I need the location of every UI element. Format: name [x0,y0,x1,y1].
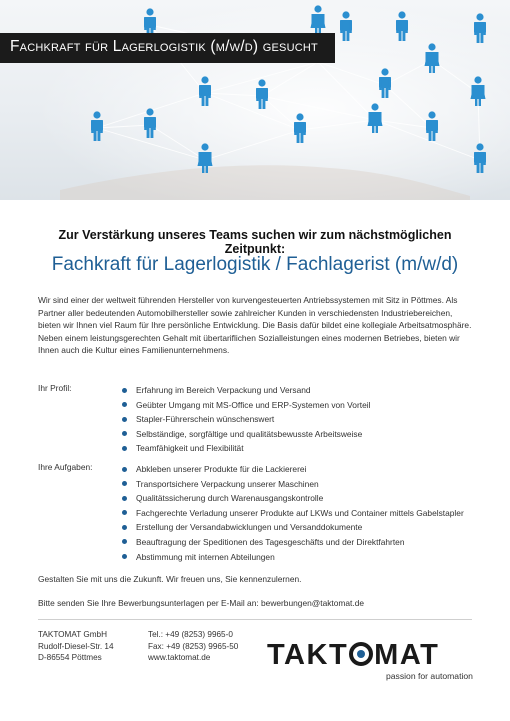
people-network-icon [0,0,510,200]
list-item: Selbständige, sorgfältige und qualitätsbewusste Arbeitsweise [122,427,370,442]
bullet-icon [122,539,127,544]
bullet-icon [122,417,127,422]
bullet-icon [122,467,127,472]
footer-contact [148,629,238,664]
bullet-icon [122,525,127,530]
bullet-icon [122,496,127,501]
taktomat-logo: TAKT MAT passion for automation [267,639,473,681]
bullet-icon [122,510,127,515]
list-item: Qualitätssicherung durch Warenausgangskontrolle [122,491,464,506]
bullet-icon [122,402,127,407]
intro-paragraph: Wir sind einer der weltweit führenden Hersteller von kurvengesteuerten Antriebssystemen mit Sitz in Pöttmes. Als Partner aller bedeutenden Automobilhersteller sowie zahlreicher Kunden in verschiedensten Industriebereichen, bieten wir Ihnen viel Raum für Ihre persönliche Entwicklung. Die Basis dafür bildet eine kollegiale Arbeitsatmosphäre. Neben einem leistungsgerechten Gehalt mit übertariflichen Sozialleistungen eines modernen Betriebes, bieten wir Ihnen auch die Kultur eines Familienunternehmens. [38,295,472,356]
posting-subhead: Zur Verstärkung unseres Teams suchen wir zum nächstmöglichen Zeitpunkt: [58,228,452,256]
list-item: Erfahrung im Bereich Verpackung und Versand [122,383,370,398]
list-item: Erstellung der Versandabwicklungen und Versanddokumente [122,520,464,535]
profile-label: Ihr Profil: [38,383,72,393]
list-item: Stapler-Führerschein wünschenswert [122,412,370,427]
city-address: D-86554 Pöttmes [38,653,102,663]
tasks-list [122,462,464,564]
fax-number: Fax: +49 (8253) 9965-50 [148,641,239,651]
list-item: Transportsichere Verpackung unserer Maschinen [122,477,464,492]
list-item: Abkleben unserer Produkte für die Lackiererei [122,462,464,477]
bullet-icon [122,446,127,451]
bullet-icon [122,388,127,393]
bullet-icon [122,431,127,436]
list-item: Abstimmung mit internen Abteilungen [122,550,464,565]
footer-address [38,629,114,664]
application-line: Bitte senden Sie Ihre Bewerbungsunterlagen per E-Mail an: bewerbungen@taktomat.de [38,598,365,608]
list-item: Beauftragung der Speditionen des Tagesgeschäfts und der Direktfahrten [122,535,464,550]
street-address: Rudolf-Diesel-Str. 14 [38,641,114,651]
list-item: Fachgerechte Verladung unserer Produkte auf LKWs und Container mittels Gabelstapler [122,506,464,521]
bullet-icon [122,554,127,559]
list-item: Geübter Umgang mit MS-Office und ERP-Systemen von Vorteil [122,398,370,413]
logo-tagline: passion for automation [386,671,473,681]
logo-o-icon [349,642,373,666]
closing-line: Gestalten Sie mit uns die Zukunft. Wir freuen uns, Sie kennenzulernen. [38,574,302,584]
bullet-icon [122,481,127,486]
banner-title: Fachkraft für Lagerlogistik (m/w/d) gesucht [0,33,335,63]
website-link[interactable]: www.taktomat.de [148,653,211,663]
phone-number: Tel.: +49 (8253) 9965-0 [148,630,233,639]
footer-divider [38,619,472,620]
job-title: Fachkraft für Lagerlogistik / Fachlagerist (m/w/d) [51,254,459,275]
profile-list [122,383,370,456]
company-name: TAKTOMAT GmbH [38,630,107,639]
hero-image [0,0,510,200]
list-item: Teamfähigkeit und Flexibilität [122,441,370,456]
tasks-label: Ihre Aufgaben: [38,462,93,472]
